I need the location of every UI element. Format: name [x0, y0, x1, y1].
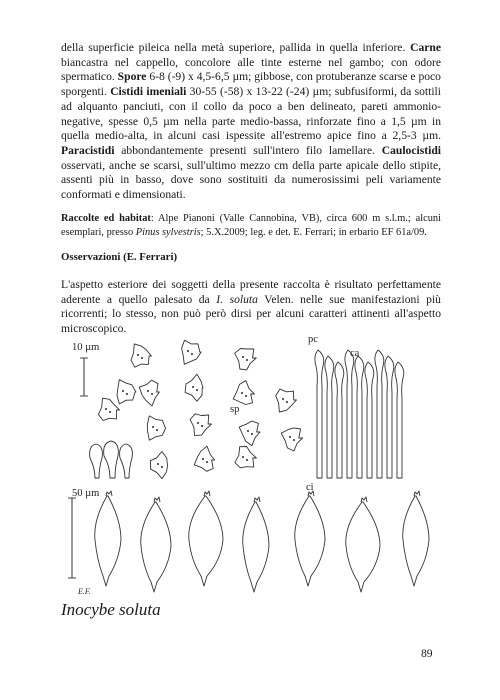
observations-text-b: Velen. nelle sue manifestazioni più ricorrenti; lo stesso, non può però dirsi per alcuni caratteri attinenti all'aspetto microscopico.	[61, 292, 441, 336]
cystidium-crystals	[106, 491, 112, 496]
habitat-species: Pinus sylvestris	[135, 226, 201, 238]
spore	[185, 374, 203, 401]
spore	[194, 446, 214, 471]
habitat-label: Raccolte ed habitat	[61, 213, 151, 224]
label-ca: ca	[350, 348, 360, 359]
caulocistidi-text: osservati, anche se scarsi, sull'ultimo mezzo cm della parte apicale dello stipite, assenti più in basso, dove sono sostituiti da numerosissimi peli variamente conformati e dimensionati.	[61, 158, 441, 202]
pileus-text: della superficie pileica nella metà superiore, pallida in quella inferiore.	[61, 41, 406, 54]
cystidia-drawings	[95, 491, 429, 592]
cystidium-crystals	[154, 497, 160, 502]
spore	[239, 421, 260, 446]
page-number: 89	[421, 647, 433, 660]
spore	[131, 344, 151, 367]
scale-label-50um: 50 µm	[72, 488, 100, 499]
cystidium-crystals	[204, 491, 210, 496]
spore	[233, 381, 254, 405]
spore	[117, 380, 136, 404]
paracistidi-label: Paracistidi	[61, 143, 115, 157]
cystidium-crystals	[361, 497, 367, 502]
spore	[139, 380, 159, 406]
paracystidium	[395, 362, 404, 478]
paracystidium	[355, 356, 364, 478]
observations-species: I. soluta	[216, 292, 258, 306]
cystidium-crystals	[414, 491, 420, 496]
cistidi-text: 30-55 (-58) x 13-22 (-24) µm; subfusiformi, da sottili ad alquanto panciuti, con il collo da poco a ben delineato, pareti ammonio-negative, spesse 0,5 µm nella parte medio-bassa, rinforzate fino a 1,5 µm in quella medio-alta, in alcuni casi ispessite all'estremo apice fino a 2,5-3 µm.	[61, 85, 441, 143]
cystidium	[243, 502, 269, 592]
spore	[147, 416, 165, 440]
spore	[182, 340, 202, 364]
paracistidi-text: abbondantemente presenti sull'intero filo lamellare.	[121, 143, 375, 157]
paracystidium	[315, 350, 324, 478]
spore	[150, 452, 167, 479]
carne-label: Carne	[410, 41, 441, 54]
observations-text-a: L'aspetto esteriore dei soggetti della presente raccolta è risultato perfettamente aderente a quello palesato da	[61, 278, 441, 306]
scale-label-10um: 10 µm	[72, 342, 100, 353]
spore-label: Spore	[117, 70, 147, 84]
spore	[276, 389, 297, 412]
spore-drawings	[98, 340, 302, 478]
spore	[98, 398, 119, 420]
spore	[235, 447, 257, 468]
paracystidium	[335, 362, 344, 478]
cystidium	[403, 496, 429, 586]
illustrator-signature: E.F.	[78, 587, 91, 596]
cystidium	[95, 496, 121, 586]
cystidium	[189, 496, 223, 586]
paracystidia-drawings	[315, 350, 404, 478]
paracystidium	[345, 350, 354, 478]
paracystidium	[385, 356, 394, 478]
figure-caption: Inocybe soluta	[61, 600, 161, 619]
cistidi-label: Cistidi imeniali	[110, 85, 187, 99]
cystidium	[346, 502, 380, 592]
paracystidium	[325, 356, 334, 478]
paracystidium	[365, 362, 374, 478]
cystidium	[295, 496, 325, 586]
carne-text: biancastra nel cappello, concolore alle tinte esterne nel gambo; con odore spermatico.	[61, 55, 441, 84]
spore	[235, 349, 257, 370]
label-pc: pc	[308, 334, 318, 345]
spore	[190, 414, 211, 436]
label-ci: ci	[306, 482, 314, 493]
observations-title: Osservazioni	[61, 251, 121, 263]
spore-text: 6-8 (-9) x 4,5-6,5 µm; gibbose, con protuberanze scarse e poco sporgenti.	[61, 70, 441, 99]
basidia-drawing	[90, 441, 133, 478]
cystidium-crystals	[254, 497, 260, 502]
habitat-text-a: : Alpe Pianoni (Valle Cannobina, VB), circa 600 m s.l.m.; alcuni esemplari, presso	[61, 213, 441, 238]
habitat-text-b: ; 5.X.2009; leg. e det. E. Ferrari; in erbario EF 61a/09.	[200, 226, 427, 238]
label-sp: sp	[230, 404, 240, 415]
spore	[281, 428, 302, 451]
cystidium	[141, 502, 171, 592]
paracystidium	[375, 350, 384, 478]
caulocistidi-label: Caulocistidi	[381, 143, 441, 157]
observations-author: (E. Ferrari)	[123, 251, 178, 263]
